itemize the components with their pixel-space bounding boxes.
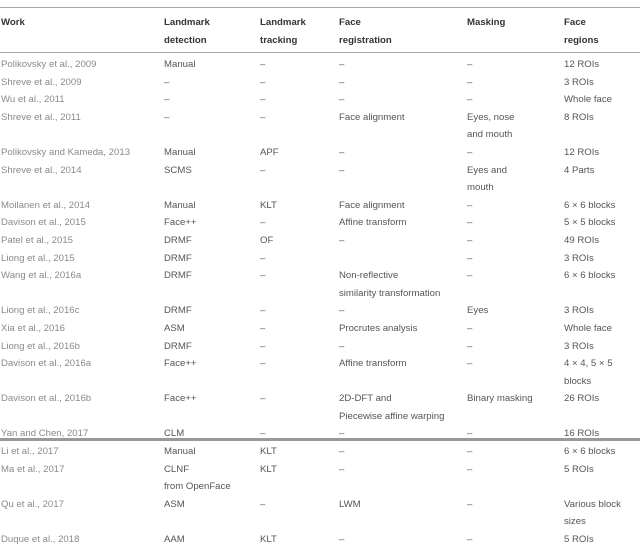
cell-landmark-detection: Manual bbox=[164, 59, 196, 70]
table-row bbox=[0, 162, 640, 197]
table-row bbox=[0, 53, 640, 74]
cell-landmark-tracking: KLT bbox=[260, 199, 277, 211]
cell-face-registration: Face alignment bbox=[339, 111, 405, 123]
cell-landmark-detection: – bbox=[164, 94, 170, 106]
cell-landmark-tracking: – bbox=[260, 498, 266, 510]
cell-face-registration: – bbox=[339, 340, 345, 352]
table-row bbox=[0, 425, 640, 443]
cell-landmark-detection: ASM bbox=[164, 498, 185, 510]
table-row bbox=[0, 74, 640, 92]
cell-landmark-tracking: – bbox=[260, 340, 266, 352]
cell-face-registration: Face alignment bbox=[339, 199, 405, 211]
cell-landmark-tracking: APF bbox=[260, 146, 279, 158]
cell-landmark-detection: DRMF bbox=[164, 305, 192, 317]
table-row bbox=[0, 232, 640, 250]
cell-work: Liong et al., 2016b bbox=[1, 340, 80, 352]
cell-work: Polikovsky et al., 2009 bbox=[1, 59, 97, 70]
cell-landmark-detection: – bbox=[164, 76, 170, 88]
cell-landmark-detection: Face++ bbox=[164, 393, 197, 405]
cell-masking: – bbox=[467, 428, 473, 440]
cell-work: Shreve et al., 2011 bbox=[1, 111, 81, 123]
table-row bbox=[0, 355, 640, 390]
cell-landmark-tracking: – bbox=[260, 217, 266, 229]
cell-landmark-detection: AAM bbox=[164, 534, 185, 546]
table-row bbox=[0, 320, 640, 338]
cell-masking: – bbox=[467, 498, 473, 510]
cell-face-regions: 8 ROIs bbox=[564, 111, 594, 123]
cell-face-regions: 6 × 6 blocks bbox=[564, 446, 616, 458]
cell-masking: – bbox=[467, 76, 473, 88]
cell-landmark-tracking: KLT bbox=[260, 446, 277, 458]
table-row bbox=[0, 390, 640, 425]
column-header-masking: Masking bbox=[467, 17, 506, 28]
cell-landmark-detection: – bbox=[164, 111, 170, 123]
cell-work: Moilanen et al., 2014 bbox=[1, 199, 91, 211]
cell-landmark-detection: DRMF bbox=[164, 252, 192, 264]
cell-face-regions: 16 ROIs bbox=[564, 428, 600, 440]
cell-face-regions: 4 × 4, 5 × 5 blocks bbox=[564, 358, 613, 387]
table-top-rule bbox=[0, 7, 640, 8]
cell-landmark-detection: Manual bbox=[164, 446, 196, 458]
cell-masking: Eyes, nose and mouth bbox=[467, 111, 515, 141]
cell-masking: – bbox=[467, 94, 473, 106]
cell-face-registration: Affine transform bbox=[339, 217, 407, 229]
table-row bbox=[0, 461, 640, 496]
cell-face-regions: 5 ROIs bbox=[564, 463, 594, 475]
cell-masking: – bbox=[467, 270, 473, 282]
column-header-landmark-detection: Landmark detection bbox=[164, 17, 210, 46]
cell-face-regions: 3 ROIs bbox=[564, 305, 594, 317]
cell-landmark-tracking: – bbox=[260, 322, 266, 334]
cell-face-registration: Procrutes analysis bbox=[339, 322, 418, 334]
table-row bbox=[0, 302, 640, 320]
cell-masking: – bbox=[467, 146, 473, 158]
methods-table bbox=[0, 10, 640, 549]
column-header-face-regions: Face regions bbox=[564, 17, 599, 46]
cell-face-registration: – bbox=[339, 534, 345, 546]
table-row bbox=[0, 250, 640, 268]
table-row bbox=[0, 338, 640, 356]
cell-face-regions: 26 ROIs bbox=[564, 393, 600, 405]
cell-work: Davison et al., 2016a bbox=[1, 358, 92, 370]
cell-face-regions: 5 ROIs bbox=[564, 534, 594, 546]
cell-masking: – bbox=[467, 252, 473, 264]
cell-landmark-tracking: – bbox=[260, 111, 266, 123]
cell-face-regions: 3 ROIs bbox=[564, 76, 594, 88]
cell-work: Shreve et al., 2009 bbox=[1, 76, 82, 88]
cell-landmark-detection: Manual bbox=[164, 146, 196, 158]
cell-masking: – bbox=[467, 234, 473, 246]
cell-landmark-detection: ASM bbox=[164, 322, 185, 334]
cell-landmark-detection: CLNF from OpenFace bbox=[164, 463, 231, 493]
cell-face-regions: 3 ROIs bbox=[564, 340, 594, 352]
cell-masking: – bbox=[467, 446, 473, 458]
cell-face-registration: 2D-DFT and Piecewise affine warping bbox=[339, 393, 445, 422]
cell-landmark-detection: DRMF bbox=[164, 234, 192, 246]
cell-face-registration: – bbox=[339, 305, 345, 317]
cell-landmark-tracking: KLT bbox=[260, 463, 277, 475]
cell-face-registration: – bbox=[339, 463, 345, 475]
cell-face-registration: – bbox=[339, 94, 345, 106]
cell-work: Davison et al., 2016b bbox=[1, 393, 92, 405]
cell-masking: – bbox=[467, 340, 473, 352]
cell-face-registration: – bbox=[339, 446, 345, 458]
cell-face-regions: 4 Parts bbox=[564, 164, 595, 176]
cell-work: Wu et al., 2011 bbox=[1, 94, 65, 106]
cell-landmark-tracking: KLT bbox=[260, 534, 277, 546]
cell-face-registration bbox=[339, 250, 467, 268]
cell-face-registration: – bbox=[339, 76, 345, 88]
cell-landmark-tracking: – bbox=[260, 59, 266, 70]
cell-landmark-detection: Face++ bbox=[164, 217, 197, 229]
table-body bbox=[0, 53, 640, 549]
cell-masking: Binary masking bbox=[467, 393, 533, 405]
table-row bbox=[0, 91, 640, 109]
cell-landmark-tracking: – bbox=[260, 428, 266, 440]
cell-work: Patel et al., 2015 bbox=[1, 234, 74, 246]
cell-face-regions: 49 ROIs bbox=[564, 234, 600, 246]
cell-landmark-detection: SCMS bbox=[164, 164, 192, 176]
cell-masking: Eyes bbox=[467, 305, 489, 317]
cell-masking: Eyes and mouth bbox=[467, 164, 508, 194]
cell-landmark-detection: DRMF bbox=[164, 270, 192, 282]
cell-work: Wang et al., 2016a bbox=[1, 270, 82, 282]
cell-face-registration: – bbox=[339, 146, 345, 158]
cell-landmark-detection: DRMF bbox=[164, 340, 192, 352]
cell-work: Duque et al., 2018 bbox=[1, 534, 80, 546]
cell-landmark-detection: Face++ bbox=[164, 358, 197, 370]
column-header-work: Work bbox=[1, 17, 25, 28]
cell-face-registration: – bbox=[339, 234, 345, 246]
cell-work: Polikovsky and Kameda, 2013 bbox=[1, 146, 131, 158]
table-row bbox=[0, 443, 640, 461]
cell-work: Shreve et al., 2014 bbox=[1, 164, 82, 176]
cell-face-regions: Various block sizes bbox=[564, 498, 621, 528]
cell-masking: – bbox=[467, 358, 473, 370]
cell-face-regions: 3 ROIs bbox=[564, 252, 594, 264]
cell-face-regions: 12 ROIs bbox=[564, 59, 600, 70]
cell-masking: – bbox=[467, 199, 473, 211]
table-row bbox=[0, 214, 640, 232]
cell-landmark-tracking: – bbox=[260, 164, 266, 176]
table-row bbox=[0, 496, 640, 531]
cell-face-regions: 5 × 5 blocks bbox=[564, 217, 616, 229]
cell-work: Liong et al., 2015 bbox=[1, 252, 75, 264]
cell-face-registration: LWM bbox=[339, 498, 361, 510]
cell-landmark-tracking: OF bbox=[260, 234, 274, 246]
cell-landmark-tracking: – bbox=[260, 393, 266, 405]
cell-face-regions: Whole face bbox=[564, 322, 612, 334]
cell-face-regions: 6 × 6 blocks bbox=[564, 270, 616, 282]
cell-work: Li et al., 2017 bbox=[1, 446, 59, 458]
cell-landmark-tracking: – bbox=[260, 305, 266, 317]
cell-face-regions: 12 ROIs bbox=[564, 146, 600, 158]
cell-work: Liong et al., 2016c bbox=[1, 305, 80, 317]
cell-landmark-tracking: – bbox=[260, 358, 266, 370]
table-header-row bbox=[0, 10, 640, 53]
cell-work: Davison et al., 2015 bbox=[1, 217, 86, 229]
cell-masking: – bbox=[467, 534, 473, 546]
table-row bbox=[0, 197, 640, 215]
table-row bbox=[0, 267, 640, 302]
cell-face-registration: Non-reflective similarity transformation bbox=[339, 270, 441, 299]
table-row bbox=[0, 144, 640, 162]
cell-landmark-tracking: – bbox=[260, 76, 266, 88]
column-header-landmark-tracking: Landmark tracking bbox=[260, 17, 306, 46]
cell-work: Ma et al., 2017 bbox=[1, 463, 65, 475]
table-row bbox=[0, 109, 640, 144]
cell-masking: – bbox=[467, 217, 473, 229]
cell-masking: – bbox=[467, 59, 473, 70]
cell-face-registration: Affine transform bbox=[339, 358, 407, 370]
cell-face-regions: 6 × 6 blocks bbox=[564, 199, 616, 211]
table-row bbox=[0, 531, 640, 549]
cell-landmark-tracking: – bbox=[260, 94, 266, 106]
cell-masking: – bbox=[467, 463, 473, 475]
cell-work: Yan and Chen, 2017 bbox=[1, 428, 89, 440]
cell-masking: – bbox=[467, 322, 473, 334]
cell-face-registration: – bbox=[339, 59, 345, 70]
cell-work: Xia et al., 2016 bbox=[1, 322, 66, 334]
cell-landmark-tracking: – bbox=[260, 252, 266, 264]
column-header-face-registration: Face registration bbox=[339, 17, 392, 46]
cell-face-registration: – bbox=[339, 164, 345, 176]
cell-face-regions: Whole face bbox=[564, 94, 612, 106]
cell-face-registration: – bbox=[339, 428, 345, 440]
cell-landmark-tracking: – bbox=[260, 270, 266, 282]
cell-work: Qu et al., 2017 bbox=[1, 498, 64, 510]
cell-landmark-detection: CLM bbox=[164, 428, 185, 440]
cell-landmark-detection: Manual bbox=[164, 199, 196, 211]
